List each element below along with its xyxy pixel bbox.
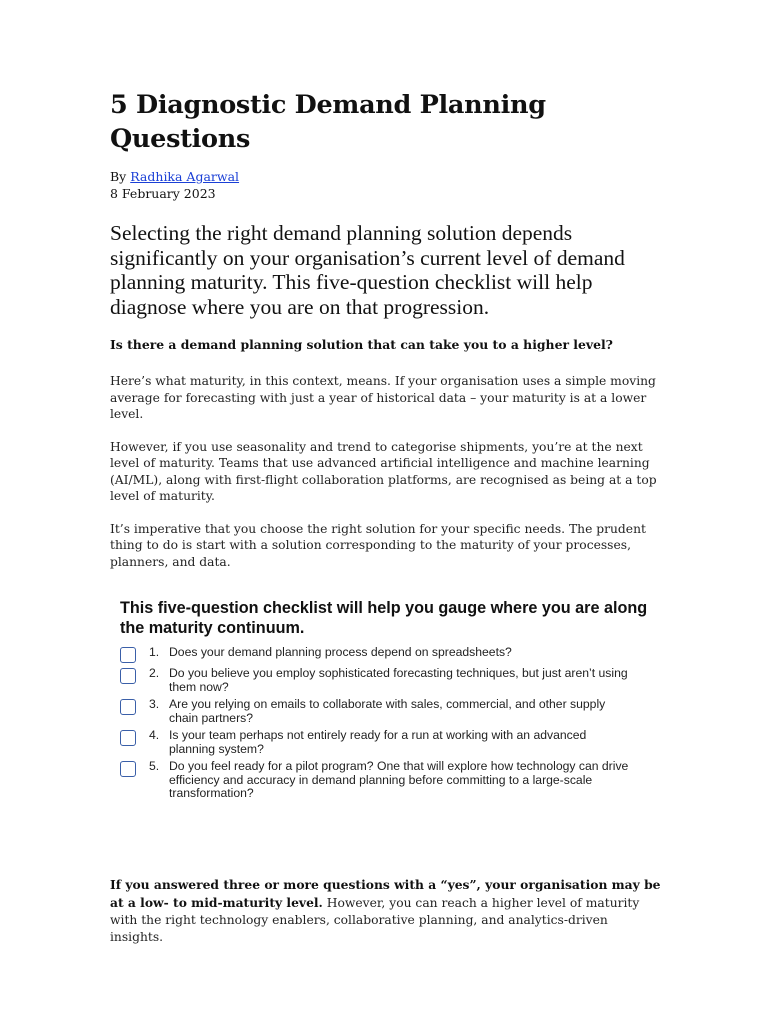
item-number: 5.	[149, 759, 160, 773]
body-paragraph: Here’s what maturity, in this context, means. If your organisation uses a simple moving average for forecasting with just a year of historical data – your maturity is at a lower level.	[110, 374, 656, 421]
item-number: 2.	[149, 666, 160, 680]
checklist-item	[120, 760, 658, 801]
checklist-item	[120, 646, 658, 663]
item-number: 3.	[149, 697, 160, 711]
article-title: 5 Diagnostic Demand Planning Questions	[110, 90, 546, 154]
byline	[110, 168, 660, 202]
checklist-item	[120, 729, 658, 756]
checkbox-icon	[120, 761, 136, 777]
item-number: 4.	[149, 728, 160, 742]
section-subhead: Is there a demand planning solution that can take you to a higher level?	[110, 337, 613, 352]
lede-paragraph: Selecting the right demand planning solution depends significantly on your organisation’s current level of demand planning maturity. This five-question checklist will help diagnose where you are on that progression.	[110, 221, 625, 319]
checklist-item	[120, 698, 658, 725]
checkbox-icon	[120, 647, 136, 663]
article	[110, 88, 660, 570]
checklist-list	[110, 646, 658, 801]
closing-bold-text: If you answered three or more questions with a “yes”, your organisation may be at a low- to mid-maturity level.	[110, 877, 661, 910]
item-text: Are you relying on emails to collaborate with sales, commercial, and other supply chain partners?	[169, 697, 606, 725]
closing-paragraph	[110, 876, 662, 946]
item-text: Does your demand planning process depend on spreadsheets?	[169, 645, 512, 659]
checkbox-icon	[120, 668, 136, 684]
item-number: 1.	[149, 645, 160, 659]
checklist-image	[110, 590, 658, 825]
by-label: By	[110, 169, 127, 184]
item-text: Is your team perhaps not entirely ready for a run at working with an advanced planning system?	[169, 728, 587, 756]
body-paragraph: However, if you use seasonality and trend to categorise shipments, you’re at the next level of maturity. Teams that use advanced artificial intelligence and machine learning (AI/ML), along with first-flight collaboration platforms, are recognised as being at a top level of maturity.	[110, 439, 657, 503]
checkbox-icon	[120, 699, 136, 715]
checkbox-icon	[120, 730, 136, 746]
author-link[interactable]: Radhika Agarwal	[130, 169, 240, 184]
checklist-heading: This five-question checklist will help you gauge where you are along the maturity continuum.	[120, 599, 648, 637]
item-text: Do you feel ready for a pilot program? One that will explore how technology can drive efficiency and accuracy in demand planning before committing to a large-scale transformation?	[169, 759, 629, 800]
body-paragraph: It’s imperative that you choose the right solution for your specific needs. The prudent thing to do is start with a solution corresponding to the maturity of your processes, planners, and data.	[110, 521, 646, 569]
checklist-item	[120, 667, 658, 694]
publish-date: 8 February 2023	[110, 186, 216, 201]
closing-text: However, you can reach a higher level of maturity with the right technology enablers, collaborative planning, and analytics-driven insights.	[110, 896, 640, 944]
item-text: Do you believe you employ sophisticated forecasting techniques, but just aren’t using them now?	[169, 666, 628, 694]
